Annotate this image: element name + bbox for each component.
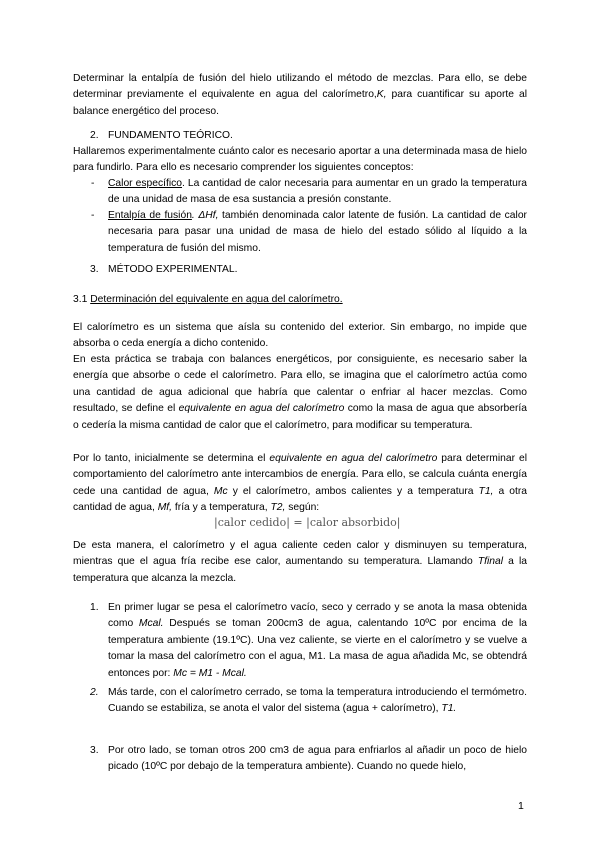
calorimeter-paragraph-1: El calorímetro es un sistema que aísla su contenido del exterior. Sin embargo, no impide que absorba o ceda energía a dicho contenido. bbox=[73, 322, 527, 350]
step-2: Más tarde, con el calorímetro cerrado, se toma la temperatura introduciendo el termómetro. Cuando se estabiliza, se anota el valor del sistema (agua + calorímetro), T1. bbox=[108, 687, 527, 715]
heat-balance-formula: |calor cedido| = |calor absorbido| bbox=[214, 516, 401, 529]
bullet-calor-especifico: Calor específico. La cantidad de calor necesaria para aumentar en un grado la temperatura de una unidad de masa de esa sustancia a presión constante. bbox=[108, 178, 528, 206]
section2-number: 2. bbox=[90, 130, 99, 141]
step-number: 3. bbox=[90, 745, 99, 756]
calorimeter-paragraph-4: De esta manera, el calorímetro y el agua caliente ceden calor y disminuyen su temperatura, mientras que el agua fría recibe ese calor, aumentando su temperatura. Llamando Tfinal a la temperatura que alcanza la mezcla. bbox=[73, 540, 528, 584]
bullet-entalpia-fusion: Entalpía de fusión. ΔHf, también denominada calor latente de fusión. La cantidad de calor necesaria para pasar una unidad de masa de hielo del estado sólido al líquido a la temperatura de fusión del mismo. bbox=[108, 210, 527, 254]
section2-title: FUNDAMENTO TEÓRICO. bbox=[108, 130, 233, 141]
bullet-dash: - bbox=[91, 178, 95, 189]
step-number: 2. bbox=[90, 687, 99, 698]
section3-title: MÉTODO EXPERIMENTAL. bbox=[108, 264, 238, 275]
step-number: 1. bbox=[90, 602, 99, 613]
page-number: 1 bbox=[518, 800, 524, 812]
subsection-3-1-title: 3.1 Determinación del equivalente en agua del calorímetro. bbox=[73, 294, 343, 305]
step-3: Por otro lado, se toman otros 200 cm3 de agua para enfriarlos al añadir un poco de hielo picado (10ºC por debajo de la temperatura ambiente). Cuando no quede hielo, bbox=[108, 745, 527, 773]
calorimeter-paragraph-3: Por lo tanto, inicialmente se determina el equivalente en agua del calorímetro para determinar el comportamiento del calorímetro ante intercambios de energía. Para ello, se calcula cuánta energía cede una cantidad de agua, Mc y el calorímetro, ambos calientes y a temperatura T1, a otra cantidad de agua, Mf, fría y a temperatura, T2, según: bbox=[73, 453, 527, 514]
step-1: En primer lugar se pesa el calorímetro vacío, seco y cerrado y se anota la masa obtenida como Mcal. Después se toman 200cm3 de agua, calentando 10ºC por encima de la temperatura ambiente (19.1ºC). Una vez caliente, se vierte en el calorímetro y se vuelve a tomar la masa del calorímetro con el agua, M1. La masa de agua añadida Mc, se obtendrá entonces por: Mc = M1 - Mcal. bbox=[108, 602, 527, 679]
intro-paragraph: Determinar la entalpía de fusión del hielo utilizando el método de mezclas. Para ello, se debe determinar previamente el equivalente en agua del calorímetro,K, para cuantificar su aporte al balance energético del proceso. bbox=[73, 73, 527, 117]
section3-number: 3. bbox=[90, 264, 99, 275]
section2-intro: Hallaremos experimentalmente cuánto calor es necesario aportar a una determinada masa de hielo para fundirlo. Para ello es necesario comprender los siguientes conceptos: bbox=[73, 146, 527, 174]
calorimeter-paragraph-2: En esta práctica se trabaja con balances energéticos, por consiguiente, es necesario saber la energía que absorbe o cede el calorímetro. Para ello, se imagina que el calorímetro actúa como una cantidad de agua adicional que habría que calentar o enfriar al hacer mezclas. Como resultado, se define el equivalente en agua del calorímetro como la masa de agua que absorbería o cedería la misma cantidad de calor que el calorímetro, para modificar su temperatura. bbox=[73, 354, 527, 431]
bullet-dash: - bbox=[91, 210, 95, 221]
